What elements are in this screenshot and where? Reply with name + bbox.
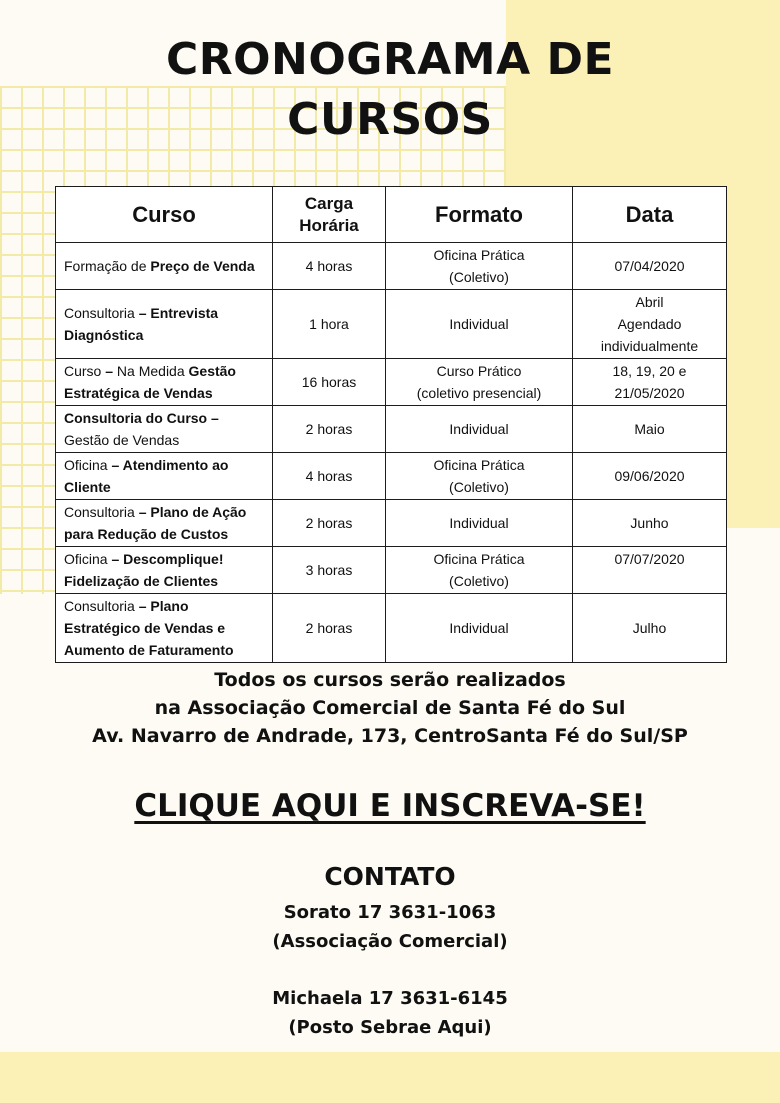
cell-carga-horaria: 3 horas <box>273 547 386 594</box>
data-line: individualmente <box>600 338 699 354</box>
header-formato: Formato <box>386 187 573 243</box>
schedule-table <box>55 186 727 663</box>
cell-formato <box>386 243 573 290</box>
cell-carga-horaria: 4 horas <box>273 243 386 290</box>
cell-data <box>573 547 727 594</box>
contact-person-1: Sorato 17 3631-1063 <box>283 902 497 923</box>
cell-curso <box>56 594 273 663</box>
table-row <box>56 594 727 663</box>
cell-formato <box>386 500 573 547</box>
data-line: Junho <box>630 515 669 531</box>
data-line: 07/07/2020 <box>614 551 685 567</box>
header-carga-horaria <box>273 187 386 243</box>
course-name-part: Formação de <box>64 258 151 274</box>
course-name-part: Gestão de Vendas <box>64 432 180 448</box>
cell-formato <box>386 453 573 500</box>
cell-data <box>573 290 727 359</box>
contact-person-2: Michaela 17 3631-6145 <box>272 988 508 1009</box>
data-line: Julho <box>632 620 667 636</box>
cell-formato <box>386 359 573 406</box>
cell-curso <box>56 359 273 406</box>
formato-line: Curso Prático <box>436 363 522 379</box>
title-line-2: CURSOS <box>287 94 493 145</box>
header-carga-line-1: Carga <box>304 193 354 213</box>
formato-line: Individual <box>449 316 509 332</box>
table-row <box>56 547 727 594</box>
cell-carga-horaria: 2 horas <box>273 500 386 547</box>
contact-section <box>0 860 780 1042</box>
schedule-body <box>56 243 727 663</box>
header-carga-line-2: Horária <box>299 215 359 235</box>
course-name-part: Oficina <box>64 457 112 473</box>
decor-bottom-band <box>0 1052 780 1103</box>
course-name-part: Consultoria <box>64 504 139 520</box>
course-name-part: Consultoria <box>64 305 139 321</box>
table-row <box>56 406 727 453</box>
cell-data <box>573 359 727 406</box>
course-name-part: – Plano Estratégico de Vendas e Aumento de Faturamento <box>64 598 234 658</box>
cell-data <box>573 594 727 663</box>
formato-line: (Coletivo) <box>449 573 509 589</box>
cell-formato <box>386 406 573 453</box>
cell-carga-horaria: 1 hora <box>273 290 386 359</box>
cell-curso <box>56 500 273 547</box>
formato-line: Oficina Prática <box>433 551 525 567</box>
cell-carga-horaria: 16 horas <box>273 359 386 406</box>
course-name-part: Curso <box>64 363 106 379</box>
formato-line: Oficina Prática <box>433 247 525 263</box>
table-row <box>56 243 727 290</box>
data-line: Agendado <box>617 316 682 332</box>
contact-org-2: (Posto Sebrae Aqui) <box>288 1017 492 1038</box>
formato-line: (Coletivo) <box>449 479 509 495</box>
course-name-part: – Plano de Ação para Redução de Custos <box>64 504 247 542</box>
data-line: Abril <box>635 294 664 310</box>
cell-data <box>573 243 727 290</box>
course-name-part: Gestão Estratégica de Vendas <box>64 363 236 401</box>
contact-heading: CONTATO <box>324 862 456 891</box>
cell-curso <box>56 453 273 500</box>
signup-cta <box>0 788 780 824</box>
course-name-part: – Entrevista Diagnóstica <box>64 305 219 343</box>
signup-link[interactable]: CLIQUE AQUI E INSCREVA-SE! <box>134 788 646 824</box>
formato-line: Individual <box>449 421 509 437</box>
cell-carga-horaria: 2 horas <box>273 406 386 453</box>
data-line: Maio <box>634 421 665 437</box>
course-name-part: Oficina <box>64 551 112 567</box>
cell-carga-horaria: 2 horas <box>273 594 386 663</box>
table-row <box>56 453 727 500</box>
data-line: 09/06/2020 <box>614 468 685 484</box>
cell-formato <box>386 547 573 594</box>
cell-curso <box>56 547 273 594</box>
cell-formato <box>386 594 573 663</box>
data-line: 07/04/2020 <box>614 258 685 274</box>
cell-data <box>573 453 727 500</box>
course-name-part: Preço de Venda <box>150 258 255 274</box>
header-data: Data <box>573 187 727 243</box>
table-row <box>56 500 727 547</box>
data-line: 18, 19, 20 e <box>612 363 687 379</box>
course-name-part: Consultoria <box>64 598 139 614</box>
course-name-part: – Atendimento ao Cliente <box>64 457 229 495</box>
course-name-part: Na Medida <box>116 363 189 379</box>
contact-org-1: (Associação Comercial) <box>272 931 508 952</box>
formato-line: (coletivo presencial) <box>416 385 542 401</box>
venue-line-1: Todos os cursos serão realizados <box>214 669 566 691</box>
table-row <box>56 359 727 406</box>
formato-line: Oficina Prática <box>433 457 525 473</box>
cell-curso <box>56 406 273 453</box>
cell-data <box>573 406 727 453</box>
cell-data <box>573 500 727 547</box>
title-line-1: CRONOGRAMA DE <box>165 34 615 85</box>
data-line: 21/05/2020 <box>614 385 685 401</box>
header-curso: Curso <box>56 187 273 243</box>
venue-info <box>0 666 780 750</box>
venue-line-2: na Associação Comercial de Santa Fé do Sul <box>154 697 626 719</box>
course-name-part: – Descomplique! Fidelização de Clientes <box>64 551 224 589</box>
course-name-part: Consultoria do Curso – <box>64 410 219 426</box>
cell-curso <box>56 243 273 290</box>
table-row <box>56 290 727 359</box>
formato-line: (Coletivo) <box>449 269 509 285</box>
table-header-row <box>56 187 727 243</box>
formato-line: Individual <box>449 515 509 531</box>
cell-formato <box>386 290 573 359</box>
cell-carga-horaria: 4 horas <box>273 453 386 500</box>
cell-curso <box>56 290 273 359</box>
venue-address: Av. Navarro de Andrade, 173, CentroSanta Fé do Sul/SP <box>92 725 688 747</box>
formato-line: Individual <box>449 620 509 636</box>
page-title <box>0 30 780 150</box>
course-name-part: – <box>105 363 117 379</box>
